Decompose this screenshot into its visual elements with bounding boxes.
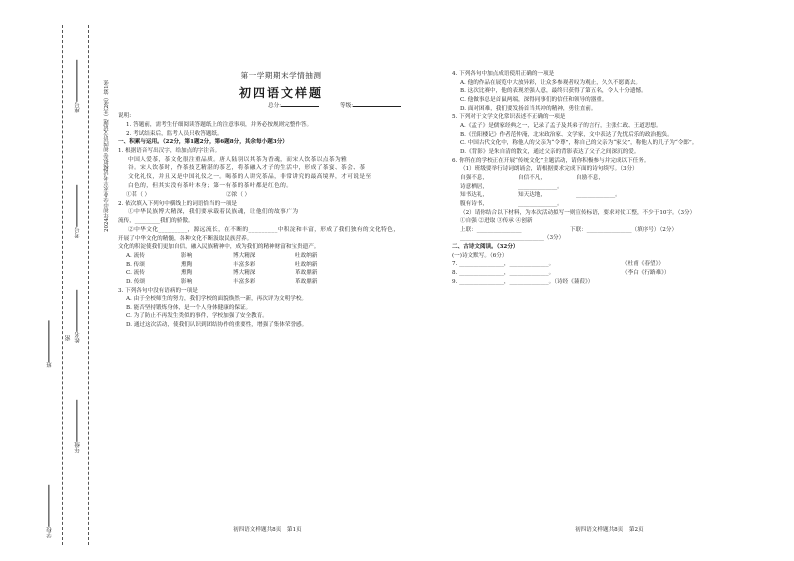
poem-row[interactable]: 诗意栖居， ______________。 xyxy=(460,183,563,190)
recite-row[interactable]: 9. ________________，______________。（诗经《蒹葭》） xyxy=(452,278,594,285)
left-column xyxy=(118,70,444,330)
question-prompt: 3. 下列各句中没有语病的一项是 xyxy=(118,287,198,294)
task-prompt: （2）请你结合以下材料，为本次活动拟写一则宣传标语，要求对仗工整，不少于10字。（3分） xyxy=(460,209,696,216)
option-text[interactable]: B. 能否坚持锻炼身体，是一个人身体健康的保证。 xyxy=(126,304,252,311)
answer-blank[interactable]: ①茗（ ） xyxy=(126,191,151,198)
task-prompt: （1）班级要举行诗词朗诵会，请根据要求完成下面的诗句续写。（3分） xyxy=(460,166,638,173)
option-text[interactable]: B.《岳阳楼记》作者范仲淹，北宋政治家、文学家，文中表达了先忧后乐的政治抱负。 xyxy=(460,131,673,138)
exam-subtitle: 初四语文样题 xyxy=(238,85,323,100)
option-row[interactable]: A. 流传 影响 博大精深 吐故纳新 xyxy=(126,252,318,259)
school-field[interactable]: 学校 xyxy=(46,485,54,538)
exam-no-field[interactable]: 考号 xyxy=(74,185,82,238)
question-prompt: 6. 你所在的学校正在开展“传统文化”主题活动，请你积极参与并完成以下任务。 xyxy=(452,157,650,164)
seal-mark: 密 xyxy=(65,335,72,341)
section-heading: 二、古诗文阅读。（32分） xyxy=(452,244,519,251)
passage-line: 流传，_________我们的骄傲。 xyxy=(118,218,194,225)
grade-level-field[interactable]: 等级: xyxy=(340,102,401,111)
passage-line: 白色的，但其实没有茶叶本身；第一有茶的茶叶都是红色的。 xyxy=(128,183,293,190)
poem-row[interactable]: 腹有诗书， ______________。 xyxy=(460,200,563,207)
option-text[interactable]: A.《孟子》是儒家经典之一，记录了孟子及其弟子的言行，主张仁政、王道思想。 xyxy=(460,122,662,129)
option-row[interactable]: C. 流传 熏陶 博大精深 革故鼎新 xyxy=(126,270,318,277)
option-text[interactable]: D. 通过这次活动，使我们认识到团结协作的重要性，增强了集体荣誉感。 xyxy=(126,322,308,329)
task-note: ①自强 ②进取 ③传承 ④创新 xyxy=(460,218,533,225)
option-row[interactable]: D. 传颂 影响 丰富多彩 革故鼎新 xyxy=(126,278,318,285)
option-text[interactable]: C. 他做事总是首鼠两端，深得同事们的信任和领导的器重。 xyxy=(460,96,608,103)
option-text[interactable]: D. 面对困难，我们要发扬首当其冲的精神，勇往直前。 xyxy=(460,105,597,112)
binding-margin xyxy=(0,0,118,561)
name-field[interactable]: 姓名 xyxy=(74,290,82,343)
binding-header: 2024年初中学业水平考试模拟卷 初四语文试题（共2张）第1张 xyxy=(104,80,110,232)
answer-line[interactable]: ______________________________（3分） xyxy=(460,235,565,242)
passage-line: 开展了中华文化的精髓，各种文化不断汲取民族营养。 xyxy=(118,235,253,242)
option-text[interactable]: D.《背影》是朱自清的散文，通过父亲的背影表达了父子之间深沉的爱。 xyxy=(460,148,640,155)
total-score-field[interactable]: 总分: xyxy=(268,102,319,111)
question-prompt: 2. 依次填入下列句中横线上的词语恰当的一项是 xyxy=(118,200,237,207)
section-heading: 一、积累与运用。（22分，第1题2分，第6题8分，其余每小题3分） xyxy=(118,139,288,146)
question-prompt: 5. 下列对于文学文化常识表述不正确的一项是 xyxy=(452,114,566,121)
passage-line: ①中华民族博大精深，我们要承载着民族魂，让他们的故事广为 xyxy=(128,209,299,216)
option-text[interactable]: C. 为了防止不再发生类似的事件，学校加强了安全教育。 xyxy=(126,313,268,320)
exam-title: 第一学期期末学情抽测 xyxy=(240,71,322,80)
passage-line: 文化礼仪，并且又是中国礼仪之一。喝茶的人讲究茶品，非常讲究的最高境界，才可说是至 xyxy=(128,174,372,181)
recite-row[interactable]: 7. ________________，______________。 （杜甫《春望》） xyxy=(452,261,664,268)
passage-line: 谷。宋人饮茶时，作茶技艺精湛的茶艺，将茶融入才子的生活中，形成了茶宴、茶会、茶 xyxy=(128,165,366,172)
passage-line: 文化的积淀使我们更加自信，融入民族精神中，成为我们的精神财富和宝贵遗产。 xyxy=(118,244,320,251)
subsection-heading: (一)诗文默写。（6分） xyxy=(452,252,508,259)
right-column xyxy=(452,70,782,286)
option-text[interactable]: A. 由于全校师生的努力，我们学校的面貌焕然一新，再次评为文明学校。 xyxy=(126,296,308,303)
option-text[interactable]: A. 他的作品在展览中大放异彩，让众多参观者叹为观止，久久不愿离去。 xyxy=(460,79,642,86)
recite-row[interactable]: 8. ________________，______________。 （李白《行路难》） xyxy=(452,270,670,277)
question-prompt: 4. 下列各句中加点成语使用正确的一项是 xyxy=(452,71,555,77)
class-field[interactable]: 班 xyxy=(46,320,54,367)
footer-right: 初四语文样题共8页 第2页 xyxy=(575,527,644,533)
instruction-item: 1. 答题前，需考生仔细阅读答题纸上的注意事项，并务必按规则完整作答。 xyxy=(126,122,313,129)
footer-left: 初四语文样题共8页 第1页 xyxy=(233,527,302,533)
poem-row: 自强不息， 自信不凡， 自励不息， xyxy=(460,174,604,181)
poem-row[interactable]: 知书达礼， 知天达地， ______________。 xyxy=(460,192,621,199)
answer-blank[interactable]: ②浓（ ） xyxy=(226,191,251,198)
option-text[interactable]: C. 中国古代文化中，称他人的父亲为“令尊”，称自己的父亲为“家父”，称他人的儿子为“令郎”。 xyxy=(460,140,698,147)
passage-line: ②中华文化_________，源远流长，在不断的_________中积淀和丰富，形成了我们独有的文化特色， xyxy=(128,226,400,233)
passage-line: 中国人爱茶，茶文化很注重品质。唐人陆羽以其茶为香魂，而宋人饮茶以点茶为雅 xyxy=(128,156,348,163)
question-prompt: 1. 根据语音写出汉字，给加点的字注音。 xyxy=(118,147,221,154)
instruction-item: 2. 考试结束后，监考人员只收答题纸。 xyxy=(126,130,223,137)
seat-field[interactable]: 座号 xyxy=(74,60,82,113)
instructions-heading: 说明: xyxy=(118,113,132,120)
answer-blanks xyxy=(118,191,444,200)
grade-field[interactable]: 年级 xyxy=(74,400,82,453)
option-text[interactable]: B. 这次比赛中，他的表现差强人意，最终只获得了第五名，令人十分遗憾。 xyxy=(460,88,647,95)
option-row[interactable]: B. 传颂 熏陶 丰富多彩 吐故纳新 xyxy=(126,261,318,268)
seal-line xyxy=(88,25,89,545)
fold-line xyxy=(62,25,63,545)
couplet-row[interactable]: 上联：________________ 下联：________________（填序号）（2分） xyxy=(460,226,678,233)
